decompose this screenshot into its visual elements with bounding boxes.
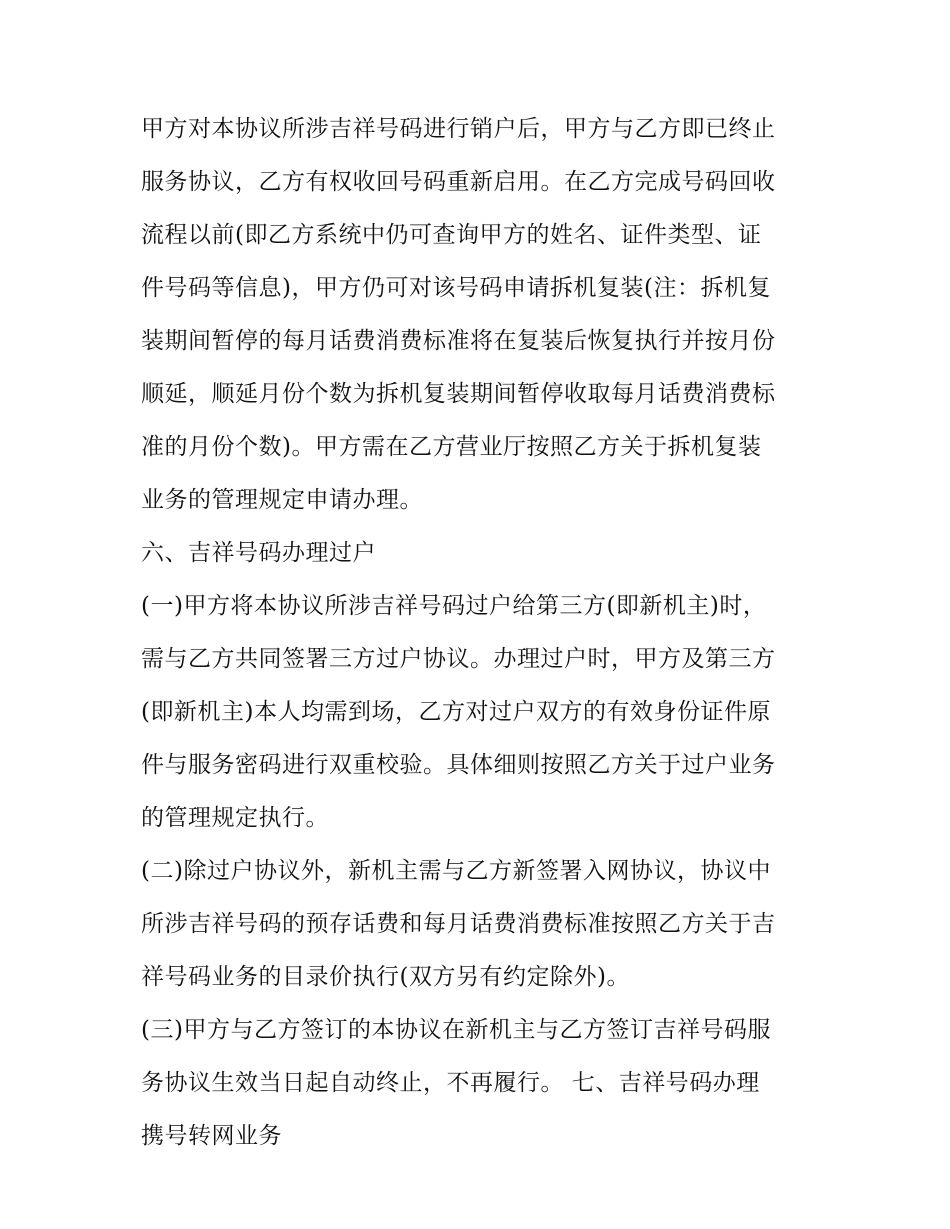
text-line-19: 务协议生效当日起自动终止，不再履行。 七、吉祥号码办理 bbox=[141, 1070, 760, 1096]
text-line-6: 顺延，顺延月份个数为拆机复装期间暂停收取每月话费消费标 bbox=[141, 381, 776, 407]
text-line-16: 所涉吉祥号码的预存话费和每月话费消费标准按照乙方关于吉 bbox=[141, 911, 776, 937]
text-line-7: 准的月份个数)。甲方需在乙方营业厅按照乙方关于拆机复装 bbox=[141, 434, 762, 460]
text-line-4: 件号码等信息)，甲方仍可对该号码申请拆机复装(注：拆机复 bbox=[141, 275, 771, 301]
text-line-14: 的管理规定执行。 bbox=[141, 805, 329, 831]
text-line-13: 件与服务密码进行双重校验。具体细则按照乙方关于过户业务 bbox=[141, 752, 776, 778]
text-line-1: 甲方对本协议所涉吉祥号码进行销户后，甲方与乙方即已终止 bbox=[141, 116, 776, 142]
text-line-3: 流程以前(即乙方系统中仍可查询甲方的姓名、证件类型、证 bbox=[141, 222, 762, 248]
text-line-8: 业务的管理规定申请办理。 bbox=[141, 487, 423, 513]
text-line-12: (即新机主)本人均需到场，乙方对过户双方的有效身份证件原 bbox=[141, 699, 771, 725]
text-line-15: (二)除过户协议外，新机主需与乙方新签署入网协议，协议中 bbox=[141, 858, 771, 884]
section-heading-6: 六、吉祥号码办理过户 bbox=[141, 540, 376, 566]
text-line-17: 祥号码业务的目录价执行(双方另有约定除外)。 bbox=[141, 964, 630, 990]
text-line-10: (一)甲方将本协议所涉吉祥号码过户给第三方(即新机主)时， bbox=[141, 593, 767, 619]
text-line-5: 装期间暂停的每月话费消费标准将在复装后恢复执行并按月份 bbox=[141, 328, 776, 354]
text-line-18: (三)甲方与乙方签订的本协议在新机主与乙方签订吉祥号码服 bbox=[141, 1017, 771, 1043]
text-line-11: 需与乙方共同签署三方过户协议。办理过户时，甲方及第三方 bbox=[141, 646, 776, 672]
text-line-20: 携号转网业务 bbox=[141, 1123, 282, 1149]
text-line-2: 服务协议，乙方有权收回号码重新启用。在乙方完成号码回收 bbox=[141, 169, 776, 195]
